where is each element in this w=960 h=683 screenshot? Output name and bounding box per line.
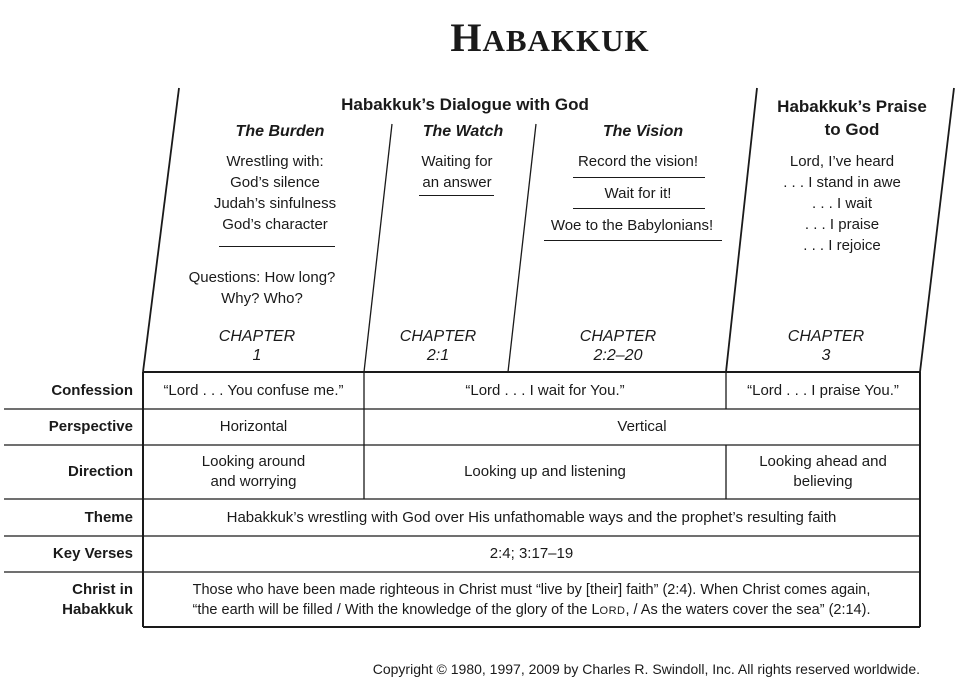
praise-line: Lord, I’ve heard (789, 153, 895, 170)
watch-line: Waiting for (421, 153, 493, 170)
direction-cell-1-line: Looking around (201, 453, 306, 470)
chapter-label: CHAPTER (579, 328, 657, 345)
vision-rule (573, 208, 705, 209)
title-initial: H (450, 15, 483, 60)
burden-line: God’s silence (230, 174, 320, 191)
question-line: Questions: How long? (188, 269, 336, 286)
praise-heading-line1: Habakkuk’s Praise (777, 97, 927, 116)
direction-cell-3-line: believing (793, 473, 853, 490)
praise-chapter (756, 327, 896, 365)
watch-title: The Watch (422, 123, 504, 140)
theme-label: Theme (84, 509, 133, 526)
key-verses-label: Key Verses (52, 545, 133, 562)
christ-label-line2: Habakkuk (62, 601, 133, 618)
burden-questions (162, 267, 362, 309)
vision-chapter (548, 327, 688, 365)
vision-title: The Vision (602, 123, 684, 140)
confession-cell-2: “Lord . . . I wait for You.” (465, 382, 625, 399)
burden-line: Wrestling with: (226, 153, 324, 170)
watch-chapter (368, 327, 508, 365)
direction-cell-2: Looking up and listening (464, 463, 626, 480)
vision-line-3: Woe to the Babylonians! (550, 217, 714, 234)
direction-cell-1 (143, 452, 364, 492)
direction-label: Direction (67, 463, 133, 480)
vision-rule (573, 177, 705, 178)
christ-line-1: Those who have been made righteous in Christ must “live by [their] faith” (2:4). When Christ comes again, (192, 582, 871, 598)
christ-line-2b: , / As the waters cover the sea” (2:14). (625, 602, 871, 618)
confession-cell-1: “Lord . . . You confuse me.” (163, 382, 344, 399)
burden-line: Judah’s sinfulness (213, 195, 337, 212)
christ-cell (143, 580, 920, 621)
lord-small-caps: ORD (599, 605, 626, 617)
christ-line-2 (143, 600, 920, 621)
direction-cell-1-line: and worrying (210, 473, 297, 490)
perspective-label: Perspective (48, 418, 133, 435)
praise-line: . . . I wait (811, 195, 872, 212)
praise-line: . . . I rejoice (803, 237, 881, 254)
dialogue-heading: Habakkuk’s Dialogue with God (341, 95, 589, 114)
praise-line: . . . I praise (804, 216, 880, 233)
perspective-cell-1: Horizontal (219, 418, 288, 435)
title-rest: ABAKKUK (482, 23, 650, 58)
perspective-cell-2: Vertical (617, 418, 667, 435)
chapter-label: CHAPTER (218, 328, 296, 345)
chapter-number: 2:2–20 (593, 347, 643, 364)
praise-lines (742, 151, 942, 256)
christ-label-line1: Christ in (72, 581, 133, 598)
chapter-number: 2:1 (426, 347, 450, 364)
question-line: Why? Who? (221, 290, 303, 307)
watch-divider-rule (419, 195, 494, 196)
confession-label: Confession (51, 382, 133, 399)
burden-chapter (167, 327, 347, 365)
christ-line-2a: “the earth will be filled / With the knowledge of the glory of the L (192, 602, 600, 618)
watch-line: an answer (422, 174, 492, 191)
watch-lines (382, 151, 532, 193)
vision-rule (544, 240, 722, 241)
copyright-notice: Copyright © 1980, 1997, 2009 by Charles R. Swindoll, Inc. All rights reserved worldwide. (372, 661, 920, 677)
praise-heading-line2: to God (824, 120, 880, 139)
burden-lines (175, 151, 375, 235)
confession-cell-3: “Lord . . . I praise You.” (747, 382, 899, 399)
chapter-number: 3 (821, 347, 831, 364)
christ-label (62, 580, 133, 620)
vision-line-2: Wait for it! (604, 185, 672, 202)
vision-line-1: Record the vision! (577, 153, 699, 170)
burden-divider (219, 246, 335, 247)
theme-cell: Habakkuk’s wrestling with God over His unfathomable ways and the prophet’s resulting faith (226, 509, 837, 526)
praise-line: . . . I stand in awe (783, 174, 901, 191)
chapter-label: CHAPTER (787, 328, 865, 345)
burden-title: The Burden (235, 123, 325, 140)
praise-heading (752, 95, 952, 141)
direction-cell-3-line: Looking ahead and (759, 453, 887, 470)
chapter-number: 1 (252, 347, 262, 364)
key-verses-cell: 2:4; 3:17–19 (489, 545, 574, 562)
direction-cell-3 (726, 452, 920, 492)
chapter-label: CHAPTER (399, 328, 477, 345)
burden-line: God’s character (222, 216, 328, 233)
